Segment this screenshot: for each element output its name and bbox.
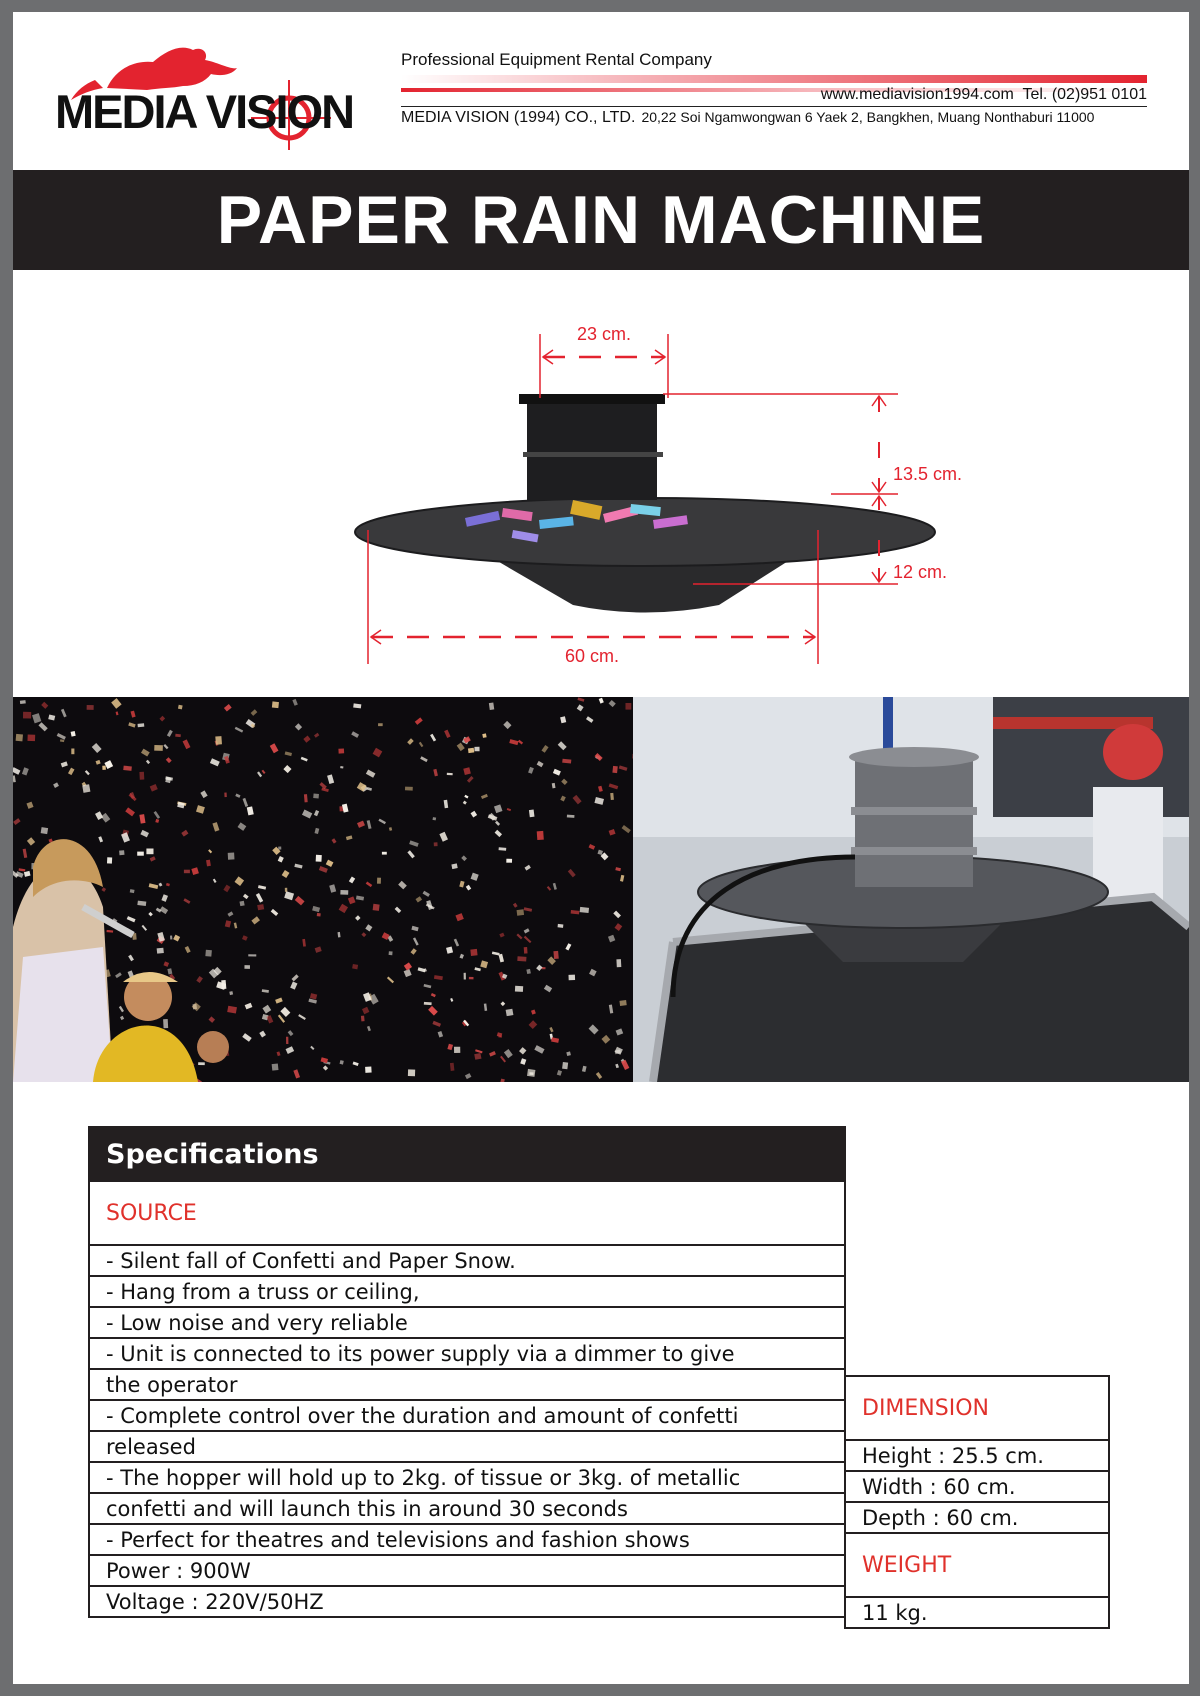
confetti-speck [537,831,544,840]
spec-sheet-page [13,12,1189,1684]
specifications-table [88,1126,846,1618]
confetti-speck [408,1069,415,1076]
top-width-label: 23 cm. [576,324,632,344]
confetti-speck [244,965,250,969]
confetti-speck [469,977,474,979]
confetti-speck [470,949,477,956]
confetti-speck [482,733,486,738]
confetti-speck [340,890,348,895]
confetti-speck [506,859,512,863]
confetti-speck [157,948,164,954]
dimension-diagram [13,282,1189,682]
confetti-speck [619,1000,626,1006]
confetti-speck [228,853,235,860]
spec-row: - Complete control over the duration and amount of confetti [89,1400,845,1431]
tagline: Professional Equipment Rental Company [401,50,712,69]
confetti-speck [524,947,528,954]
confetti-speck [198,1062,205,1065]
source-section-label: SOURCE [89,1181,845,1245]
spec-row: - Unit is connected to its power supply via a dimmer to give [89,1338,845,1369]
confetti-speck [474,1053,481,1060]
confetti-speck [382,852,387,855]
confetti-speck [468,748,474,753]
confetti-speck [610,793,614,800]
confetti-speck [20,700,26,704]
confetti-speck [205,950,212,957]
dimension-table [844,1375,1110,1629]
confetti-speck [239,901,244,906]
confetti-speck [527,1069,535,1077]
dimension-section-label: DIMENSION [845,1376,1109,1440]
confetti-speck [338,749,344,754]
confetti-speck [529,810,535,818]
confetti-speck [184,870,190,874]
height-row: Height : 25.5 cm. [845,1440,1109,1471]
width-row: Width : 60 cm. [845,1471,1109,1502]
website-link[interactable]: www.mediavision1994.com [820,86,1014,103]
confetti-speck [316,855,322,862]
confetti-speck [517,909,525,915]
confetti-speck [138,723,145,727]
confetti-speck [454,1047,460,1053]
machine-product-photo [633,697,1189,1082]
confetti-speck [285,888,288,892]
confetti-speck [506,1009,514,1016]
confetti-speck [569,975,576,981]
confetti-speck [215,736,222,745]
confetti-speck [23,712,31,719]
confetti-speck [352,964,358,969]
title-band [13,170,1189,270]
phone-number: Tel. (02)951 0101 [1022,86,1147,103]
confetti-speck [154,745,163,751]
confetti-speck [498,1035,502,1038]
confetti-speck [102,766,106,770]
media-vision-logo [55,40,375,150]
confetti-speck [361,1016,365,1022]
spec-row: released [89,1431,845,1462]
confetti-speck [170,936,172,940]
confetti-speck [137,852,144,856]
confetti-speck [146,849,153,855]
spec-row: confetti and will launch this in around 30 seconds [89,1493,845,1524]
lower-height-label: 12 cm. [893,562,948,582]
spec-row: the operator [89,1369,845,1400]
hopper-band [523,452,663,457]
page-title: PAPER RAIN MACHINE [216,182,986,258]
confetti-speck [580,907,589,913]
confetti-speck [317,913,321,917]
confetti-speck [163,1019,168,1028]
confetti-speck [515,986,523,992]
confetti-speck [517,956,526,961]
weight-section-label: WEIGHT [845,1533,1109,1597]
spec-row: - Silent fall of Confetti and Paper Snow. [89,1245,845,1276]
confetti-speck [447,773,453,776]
confetti-speck [424,1002,432,1005]
confetti-speck [365,1067,372,1073]
confetti-speck [373,904,380,911]
confetti-speck [553,951,558,959]
confetti-speck [626,703,632,710]
confetti-speck [389,951,393,955]
depth-row: Depth : 60 cm. [845,1502,1109,1533]
confetti-speck [378,723,383,726]
confetti-speck [272,701,279,708]
confetti-speck [616,959,621,967]
confetti-speck [567,815,575,818]
confetti-speck [27,735,35,742]
company-name: MEDIA VISION (1994) CO., LTD. [401,109,636,126]
confetti-speck [175,734,181,737]
confetti-speck [257,904,264,910]
specifications-heading: Specifications [89,1127,845,1181]
confetti-speck [107,857,112,863]
confetti-speck [87,705,94,710]
confetti-speck [139,772,144,780]
hopper-rim [519,394,665,404]
spec-row: - The hopper will hold up to 2kg. of tissue or 3kg. of metallic [89,1462,845,1493]
confetti-speck [82,784,90,793]
power-row: Power : 900W [89,1555,845,1586]
upper-height-label: 13.5 cm. [893,464,963,484]
weight-row: 11 kg. [845,1597,1109,1628]
company-address: 20,22 Soi Ngamwongwan 6 Yaek 2, Bangkhen, Muang Nonthaburi 11000 [641,109,1095,125]
confetti-speck [71,749,74,755]
confetti-speck [489,703,494,710]
spec-row: - Perfect for theatres and televisions and fashion shows [89,1524,845,1555]
logo-wordmark: MEDIA VISION [55,85,354,138]
confetti-speck [377,878,381,884]
confetti-speck [178,705,183,710]
diameter-label: 60 cm. [564,646,620,666]
confetti-speck [272,1064,279,1071]
spec-row: - Hang from a truss or ceiling, [89,1276,845,1307]
confetti-speck [464,973,466,980]
concert-confetti-photo [13,697,633,1082]
header-red-bar [401,75,1147,83]
confetti-speck [224,793,227,798]
voltage-row: Voltage : 220V/50HZ [89,1586,845,1617]
confetti-speck [16,734,23,741]
header-divider [401,106,1147,107]
confetti-speck [405,787,413,791]
confetti-speck [433,817,437,820]
confetti-speck [278,847,281,850]
machine-hopper [527,400,657,500]
confetti-speck [474,747,479,751]
confetti-speck [248,954,256,956]
confetti-speck [562,1062,568,1069]
confetti-speck [286,1037,288,1044]
contact-info [821,86,1147,104]
confetti-speck [123,766,132,771]
confetti-speck [558,924,564,928]
spec-row: - Low noise and very reliable [89,1307,845,1338]
confetti-speck [612,766,617,773]
confetti-speck [119,850,124,855]
confetti-speck [313,794,319,799]
confetti-speck [41,827,48,834]
company-line [401,109,1094,127]
confetti-speck [434,842,438,846]
